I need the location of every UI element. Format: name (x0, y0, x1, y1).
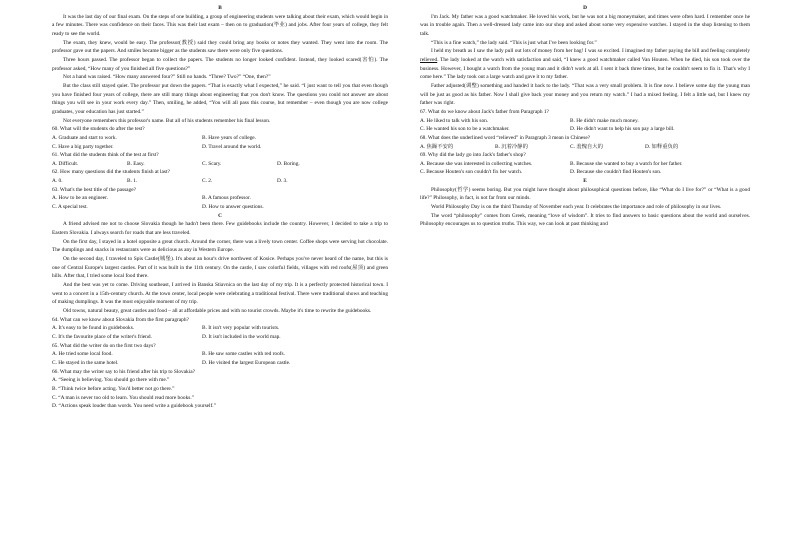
option-63-b: B. A famous professor. (202, 195, 251, 202)
question-68: 68. What does the underlined word “relieved” in Paragraph 3 mean in Chinese? (420, 134, 591, 141)
option-66-d: D. “Actions speak louder than words. You need write a guidebook yourself.” (52, 403, 216, 410)
option-61-b: B. Easy. (127, 160, 145, 167)
option-62-d: D. 3. (277, 178, 288, 185)
section-d-paragraph-4: Father adjusted(调整) something and handed it back to the lady. “That was a very small problem. It is fine now. I believe some day the young man will be just as good as his father. Now I shall give back your money and you return my watch.” I had a mixed feeling. I felt a little sad, but I knew my father was right. (420, 82, 750, 107)
option-61-d: D. Boring. (277, 160, 300, 167)
option-63-c: C. A special test. (52, 204, 88, 211)
section-b-paragraph-3: Three hours passed. The professor began to collect the papers. The students no longer looked confident. Instead, they looked scared(害怕). The professor asked, “How many of you finished all five questions?” (52, 56, 388, 72)
section-d-paragraph-3-end: . The lady looked at the watch with satisfaction and said, “I knew a good watchmaker called Van Houten. When he died, his son took over the business. However, I bought a watch from the young man and it didn't work at all. I sent it back three times, but he couldn't seem to fix it. That's why I come here.” The lady took out a large watch and gave it to my father. (420, 56, 750, 81)
question-69-options (420, 160, 750, 177)
option-60-b: B. Have years of college. (202, 134, 257, 141)
question-69: 69. Why did the lady go into Jack's father's shop? (420, 152, 526, 159)
section-e-heading: E (583, 178, 587, 185)
question-65: 65. What did the writer do on the first two days? (52, 342, 156, 349)
option-67-a: A. He liked to talk with his son. (420, 117, 489, 124)
option-67-c: C. He wanted his son to be a watchmaker. (420, 126, 510, 133)
question-60-options (52, 134, 388, 151)
option-67-b: B. He didn't make much money. (570, 117, 639, 124)
question-66: 66. What may the writer say to his friend after his trip to Slovakia? (52, 368, 195, 375)
question-68-options (420, 143, 750, 152)
section-b-heading: B (218, 5, 222, 11)
option-69-a: A. Because she was interested in collecting watches. (420, 160, 533, 167)
question-63-options (52, 194, 388, 211)
question-64: 64. What can we know about Slovakia from the first paragraph? (52, 316, 189, 323)
question-62: 62. How many questions did the students finish at last? (52, 169, 170, 176)
section-d-heading: D (583, 5, 587, 11)
option-67-d: D. He didn't want to help his son pay a large bill. (570, 126, 675, 133)
option-63-d: D. How to answer questions. (202, 204, 264, 211)
left-column (52, 4, 388, 411)
section-d-paragraph-1: I'm Jack. My father was a good watchmaker. He loved his work, but he was not a big moneymaker, and times were often hard. I remember once he was in trouble again. Then a well-dressed lady came into our shop and asked about some very expensive watches. I stayed in the shop listening to them talk. (420, 13, 750, 37)
option-68-b: B. 沉着冷静的 (495, 143, 528, 150)
option-63-a: A. How to be an engineer. (52, 195, 108, 202)
section-d-paragraph-3-start: I held my breath as I saw the lady pull out lots of money from her bag! I was so excited. I imagined my father paying the bill and feeling completely (431, 48, 750, 55)
section-d-paragraph-2: “This is a fine watch,” the lady said. “This is just what I've been looking for.” (431, 39, 597, 46)
section-b-paragraph-4: Not a hand was raised. “How many answered four?” Still no hands. “Three? Two?” “One, then?” (63, 74, 271, 81)
question-64-options (52, 324, 388, 341)
section-c-paragraph-2: On the first day, I stayed in a hotel opposite a great church. Around the corner, there was a lively town center. Coffee shops were serving hot chocolate. The dumplings and snacks in restaurants were as delicious as any in Western Europe. (52, 238, 388, 254)
option-65-b: B. He saw some castles with red roofs. (202, 351, 285, 358)
option-65-a: A. He tried some local food. (52, 351, 113, 358)
question-67-options (420, 117, 750, 134)
option-61-a: A. Difficult. (52, 160, 79, 167)
option-66-b: B. “Think twice before acting. You'd better not go there.” (52, 385, 175, 392)
option-69-d: D. Because she couldn't find Houten's son. (570, 169, 662, 176)
question-65-options (52, 350, 388, 367)
section-b-paragraph-5: But the class still stayed quiet. The professor put down the papers. “That is exactly what I expected,” he said. “I just want to tell you that even though you have finished four years of college, there are still many things about engineering that you don't know. The questions you could not answer are about things you will see in your work every day.” Then, smiling, he added, “You will all pass this course, but remember – even though you are now college graduates, your education has just started.” (52, 82, 388, 115)
option-64-c: C. It's the favourite place of the writer's friend. (52, 333, 152, 340)
question-67: 67. What do we know about Jack's father from Paragraph 1? (420, 108, 549, 115)
option-64-a: A. It's easy to be found in guidebooks. (52, 325, 135, 332)
option-66-a: A. “Seeing is believing. You should go there with me.” (52, 377, 170, 384)
option-60-c: C. Have a big party together. (52, 143, 114, 150)
section-c-paragraph-4: And the best was yet to come. Driving southeast, I arrived in Banska Stiavnica on the last day of my trip. It is a perfectly protected historical town. I went to a concert in a 15th-century church. At the town center, local people were celebrating a traditional festival. There were traditional shows and teaching of making dumplings. It was the most enjoyable moment of my trip. (52, 282, 388, 306)
section-c-paragraph-3: On the second day, I traveled to Spis Castle(城堡). It's about an hour's drive northwest of Kosice. Perhaps you've never heard of the name, but this is one of Central Europe's largest castles. Part of it was built in the 11th century. On the castle, I saw colorful fields, villages with red roofs(屋顶) and green hills. After that, I tried some local food there. (52, 256, 388, 280)
right-column (420, 4, 750, 229)
option-68-d: D. 如释重负的 (645, 143, 679, 150)
section-b-paragraph-1: It was the last day of our final exam. On the steps of one building, a group of engineering students were talking about their exam, which would begin in a few minutes. There was confidence on their faces. This was their last exam – then on to graduation(毕业) and jobs. After four years of college, they felt ready to see the world. (52, 13, 388, 37)
section-e-paragraph-3: The word “philosophy” comes from Greek, meaning “love of wisdom”. It tries to find answers to basic questions about the world and ourselves. Philosophy encourages us to question truths. This way, we can look at past thinking and (420, 212, 750, 228)
question-63: 63. What's the best title of the passage? (52, 186, 136, 193)
option-64-d: D. It isn't included in the world map. (202, 333, 281, 340)
option-65-d: D. He visited the largest European castle. (202, 359, 291, 366)
option-62-c: C. 2. (202, 178, 213, 185)
underlined-word-relieved: relieved (420, 56, 438, 63)
option-69-c: C. Because Houten's son couldn't fix her watch. (420, 169, 523, 176)
option-62-b: B. 1. (127, 178, 138, 185)
option-69-b: B. Because she wanted to buy a watch for her father. (570, 160, 683, 167)
option-68-a: A. 焦躁不安的 (420, 143, 454, 150)
question-61-options (52, 160, 388, 169)
section-e-paragraph-2: World Philosophy Day is on the third Thursday of November each year. It celebrates the importance and role of philosophy in our lives. (431, 204, 722, 211)
option-60-a: A. Graduate and start to work. (52, 134, 117, 141)
section-c-paragraph-1: A friend advised me not to choose Slovakia though he hadn't been there. Few guidebooks include the country. However, I decided to take a trip to Eastern Slovakia. I always search for roads that are less traveled. (52, 221, 388, 237)
section-c-paragraph-5: Old towns, natural beauty, great castles and food – all at affordable prices and with no tourist crowds. Maybe it's time to rewrite the guidebooks. (63, 307, 372, 314)
question-62-options (52, 177, 388, 186)
option-66-c: C. “A man is never too old to learn. You should read more books.” (52, 394, 195, 401)
section-b-paragraph-6: Not everyone remembers this professor's name. But all of his students remember his final lesson. (63, 117, 271, 124)
option-64-b: B. It isn't very popular with tourists. (202, 325, 280, 332)
option-65-c: C. He stayed in the same hotel. (52, 359, 119, 366)
section-c-heading: C (218, 212, 222, 219)
option-61-c: C. Scary. (202, 160, 222, 167)
option-62-a: A. 0. (52, 178, 63, 185)
option-60-d: D. Travel around the world. (202, 143, 262, 150)
question-60: 60. What will the students do after the test? (52, 126, 145, 133)
section-d-paragraph-3 (420, 47, 750, 82)
option-68-c: C. 羞愧自大的 (570, 143, 603, 150)
section-b-paragraph-2: The exam, they knew, would be easy. The professor(教授) said they could bring any books or notes they wanted. They went into the room. The professor gave out the papers. And smiles became bigger as the students saw there were only five questions. (52, 39, 388, 55)
question-61: 61. What did the students think of the test at first? (52, 152, 159, 159)
section-e-paragraph-1: Philosophy(哲学) seems boring. But you might have thought about philosophical questions before, like “What do I live for?” or “What is a good life?” Philosophy, in fact, is not far from our minds. (420, 186, 750, 202)
